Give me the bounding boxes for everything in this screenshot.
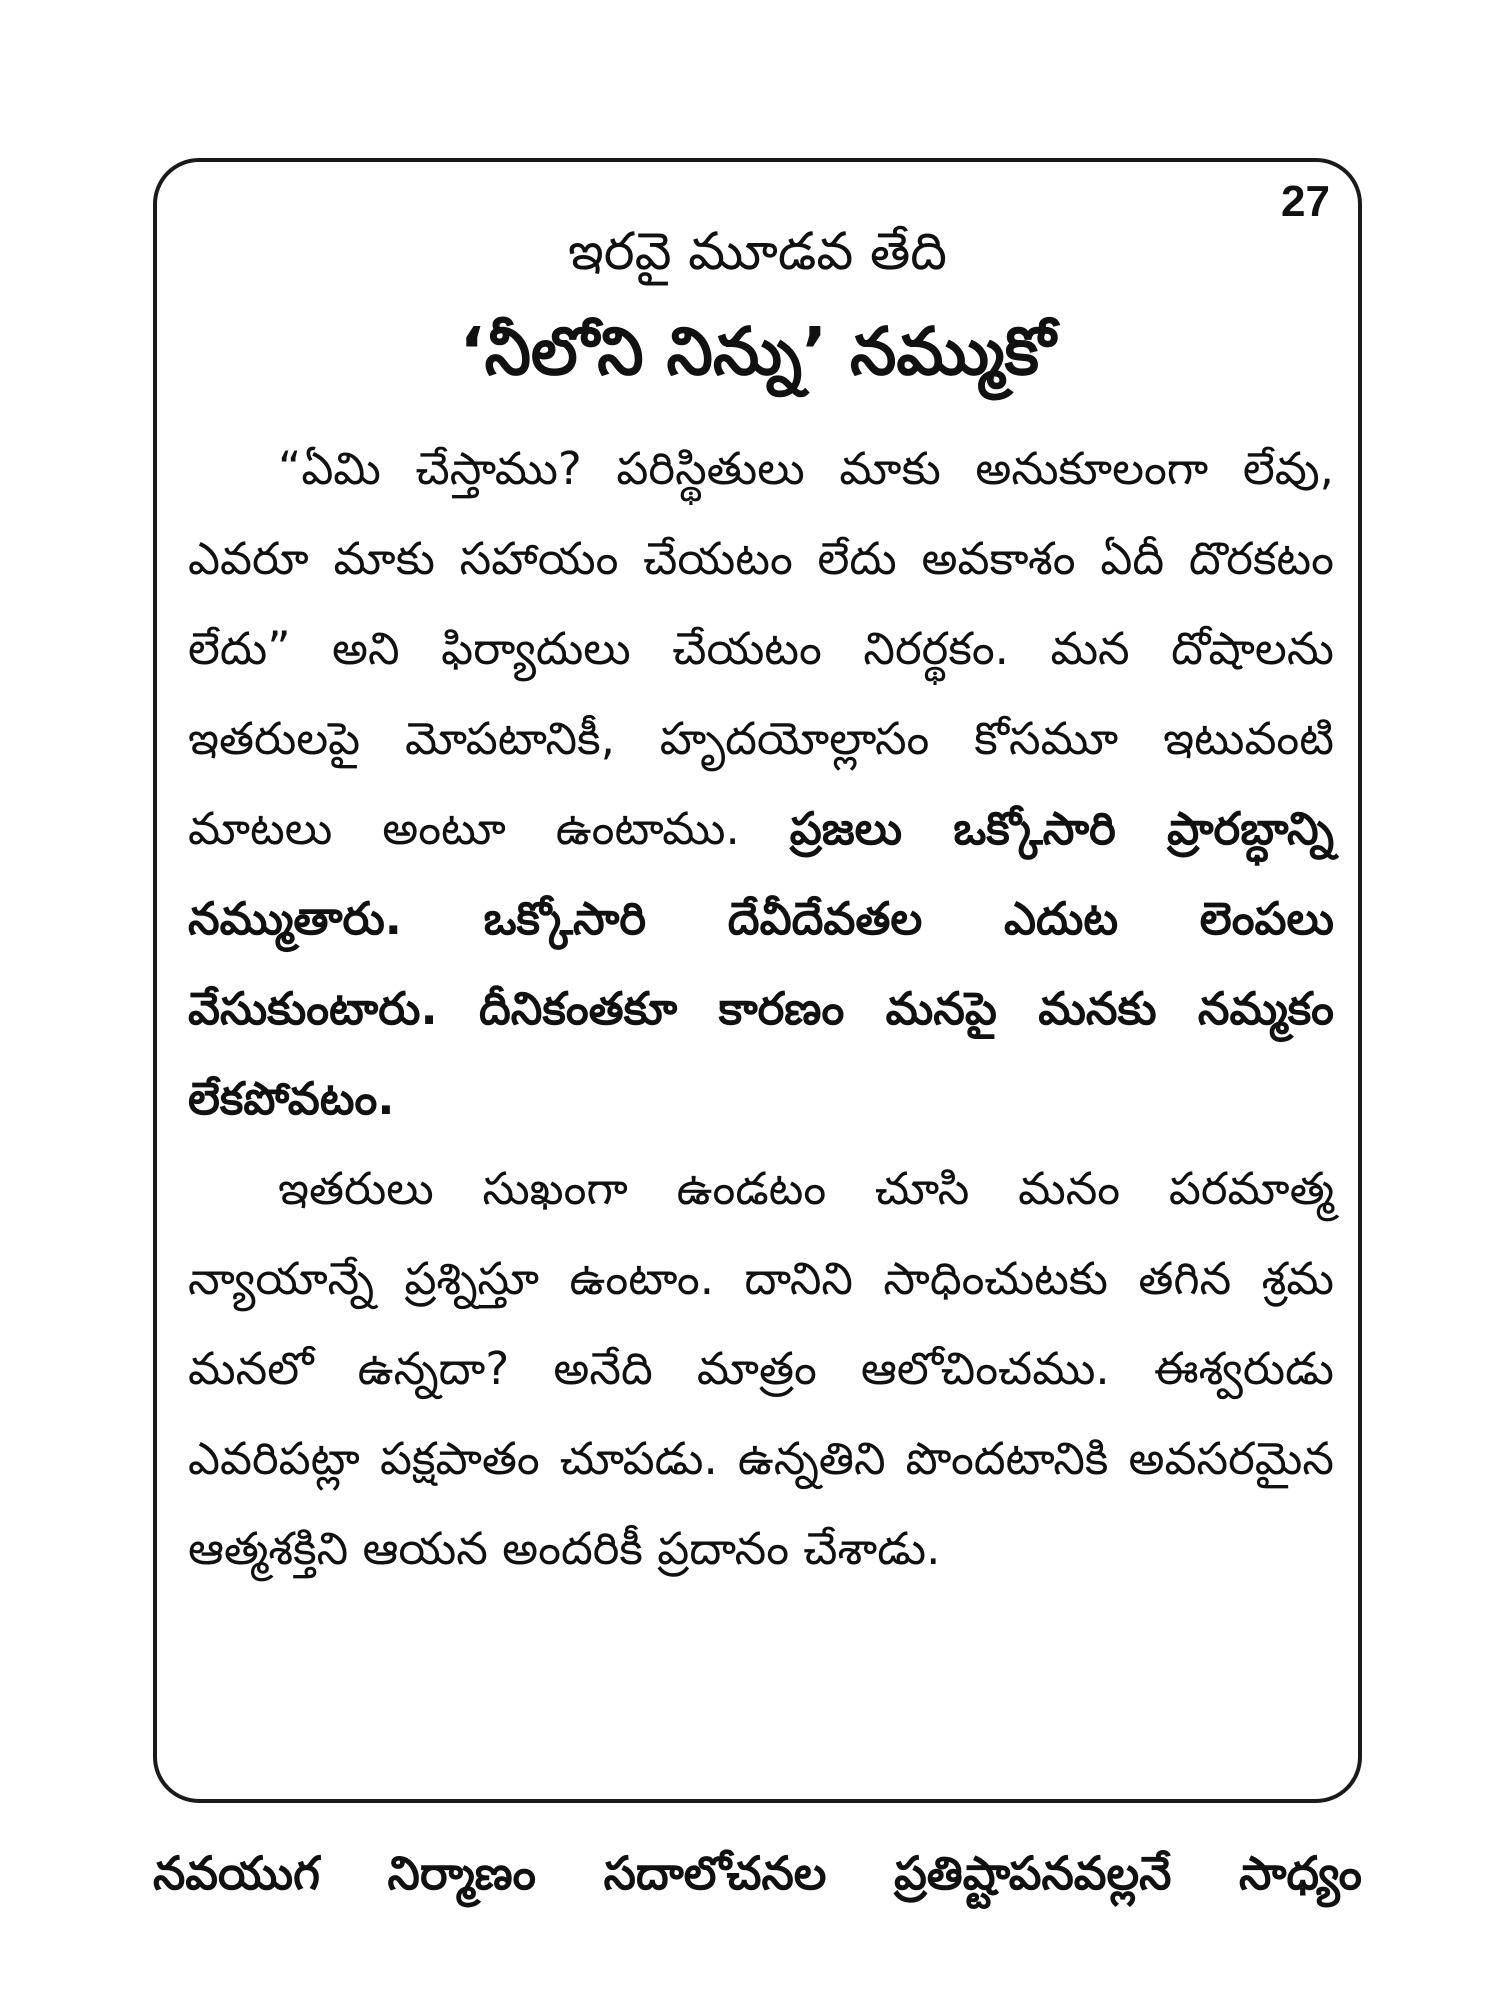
footer-motto: నవయుగ నిర్మాణం సదాలోచనల ప్రతిష్టాపనవల్లనే సాధ్యం [153,1846,1362,1900]
paragraph-1 [188,424,1334,1144]
page-frame [153,158,1362,1803]
page-title: ‘నీలోని నిన్ను’ నమ్ముకో [459,313,1056,390]
body-text [188,424,1334,1594]
paragraph-2 [188,1144,1334,1594]
paragraph-1-bold: ప్రజలు ఒక్కోసారి ప్రారబ్ధాన్ని నమ్ముతారు. ఒక్కోసారి దేవీదేవతల ఎదుట లెంపలు వేసుకుంటారు. దీనికంతకూ కారణం మనపై మనకు నమ్మకం లేకపోవటం. [188,802,1334,1125]
paragraph-1-normal: “ఏమి చేస్తాము? పరిస్థితులు మాకు అనుకూలంగా లేవు, ఎవరూ మాకు సహాయం చేయటం లేదు అవకాశం ఏదీ దొరకటం లేదు” అని ఫిర్యాదులు చేయటం నిరర్థకం. మన దోషాలను ఇతరులపై మోపటానికీ, హృదయోల్లాసం కోసమూ ఇటువంటి మాటలు అంటూ ఉంటాము. [188,442,1334,855]
page-number: 27 [1281,177,1330,226]
page-subtitle: ఇరవై మూడవ తేది [567,222,948,282]
paragraph-2-text: ఇతరులు సుఖంగా ఉండటం చూసి మనం పరమాత్మ న్యాయాన్నే ప్రశ్నిస్తూ ఉంటాం. దానిని సాధించుటకు తగిన శ్రమ మనలో ఉన్నదా? అనేది మాత్రం ఆలోచించము. ఈశ్వరుడు ఎవరిపట్లా పక్షపాతం చూపడు. ఉన్నతిని పొందటానికి అవసరమైన ఆత్మశక్తిని ఆయన అందరికీ ప్రదానం చేశాడు. [188,1162,1334,1575]
